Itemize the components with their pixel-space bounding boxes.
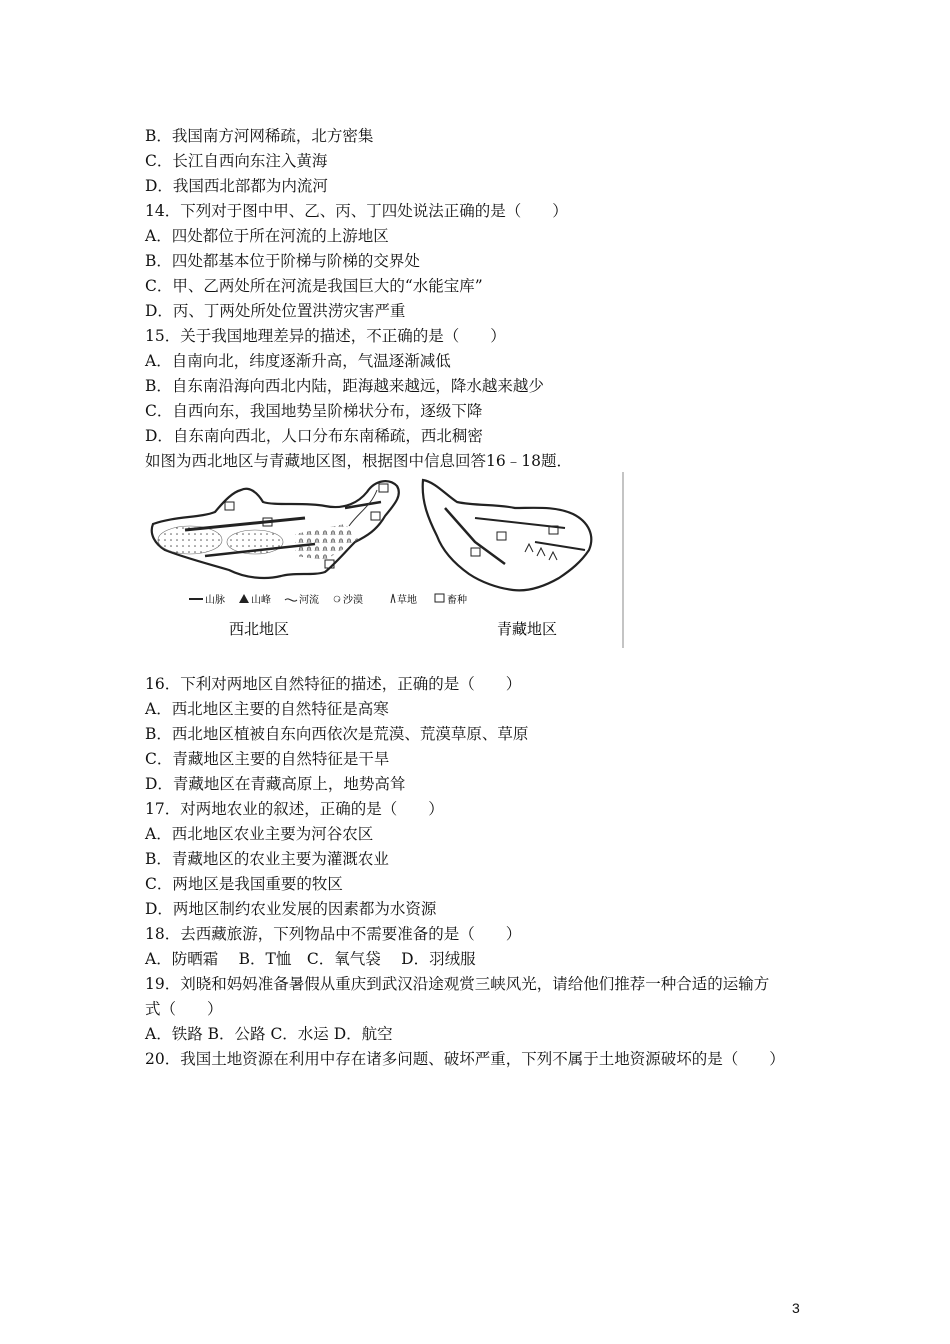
text-line: D．丙、丁两处所处位置洪涝灾害严重 <box>145 302 406 320</box>
svg-text:畜种: 畜种 <box>447 595 467 606</box>
text-line: C．甲、乙两处所在河流是我国巨大的“水能宝库” <box>145 277 483 295</box>
text-line: D．青藏地区在青藏高原上，地势高耸 <box>145 775 406 793</box>
text-line: C．青藏地区主要的自然特征是干旱 <box>145 750 390 768</box>
map-legend <box>189 593 467 606</box>
text-line: D．自东南向西北，人口分布东南稀疏，西北稠密 <box>145 427 483 445</box>
question-18: 18．去西藏旅游，下列物品中不需要准备的是（ ） <box>145 925 522 943</box>
text-line: B．我国南方河网稀疏，北方密集 <box>145 127 374 145</box>
question-20: 20．我国土地资源在利用中存在诸多问题、破坏严重，下列不属于土地资源破坏的是（ ） <box>145 1050 785 1068</box>
text-line: A．四处都位于所在河流的上游地区 <box>145 227 389 245</box>
figure-intro: 如图为西北地区与青藏地区图，根据图中信息回答16﹣18题． <box>145 452 572 470</box>
text-line: A．防晒霜 B．T恤 C．氧气袋 D．羽绒服 <box>145 950 476 968</box>
text-line: C．长江自西向东注入黄海 <box>145 152 328 170</box>
svg-text:河流: 河流 <box>299 595 319 606</box>
left-map-caption: 西北地区 <box>229 620 290 638</box>
text-line: B．青藏地区的农业主要为灌溉农业 <box>145 850 389 868</box>
text-line: A．自南向北，纬度逐渐升高，气温逐渐减低 <box>145 352 451 370</box>
qinghai-tibet-region-outline <box>423 480 592 590</box>
text-line: D．我国西北部都为内流河 <box>145 177 328 195</box>
svg-text:山峰: 山峰 <box>251 595 271 606</box>
svg-text:山脉: 山脉 <box>205 595 225 606</box>
text-line: B．西北地区植被自东向西依次是荒漠、荒漠草原、草原 <box>145 725 529 743</box>
text-line: D．两地区制约农业发展的因素都为水资源 <box>145 900 437 918</box>
question-17: 17．对两地农业的叙述，正确的是（ ） <box>145 800 444 818</box>
text-line: C．两地区是我国重要的牧区 <box>145 875 343 893</box>
text-line: 式（ ） <box>145 1000 223 1018</box>
question-15: 15．关于我国地理差异的描述，不正确的是（ ） <box>145 327 506 345</box>
map-figure <box>145 472 625 648</box>
map-illustration <box>145 472 625 648</box>
text-line: A．铁路 B．公路 C．水运 D．航空 <box>145 1025 393 1043</box>
svg-text:草地: 草地 <box>397 595 417 606</box>
svg-text:沙漠: 沙漠 <box>343 595 363 606</box>
question-14: 14．下列对于图中甲、乙、丙、丁四处说法正确的是（ ） <box>145 202 568 220</box>
text-line: B．自东南沿海向西北内陆，距海越来越远，降水越来越少 <box>145 377 544 395</box>
question-19: 19．刘晓和妈妈准备暑假从重庆到武汉沿途观赏三峡风光，请给他们推荐一种合适的运输方 <box>145 975 770 993</box>
page-number: 3 <box>792 1300 800 1316</box>
text-line: A．西北地区主要的自然特征是高寒 <box>145 700 389 718</box>
text-line: C．自西向东，我国地势呈阶梯状分布，逐级下降 <box>145 402 483 420</box>
text-line: A．西北地区农业主要为河谷农区 <box>145 825 374 843</box>
text-line: B．四处都基本位于阶梯与阶梯的交界处 <box>145 252 420 270</box>
question-16: 16．下利对两地区自然特征的描述，正确的是（ ） <box>145 675 522 693</box>
right-map-caption: 青藏地区 <box>497 620 558 638</box>
